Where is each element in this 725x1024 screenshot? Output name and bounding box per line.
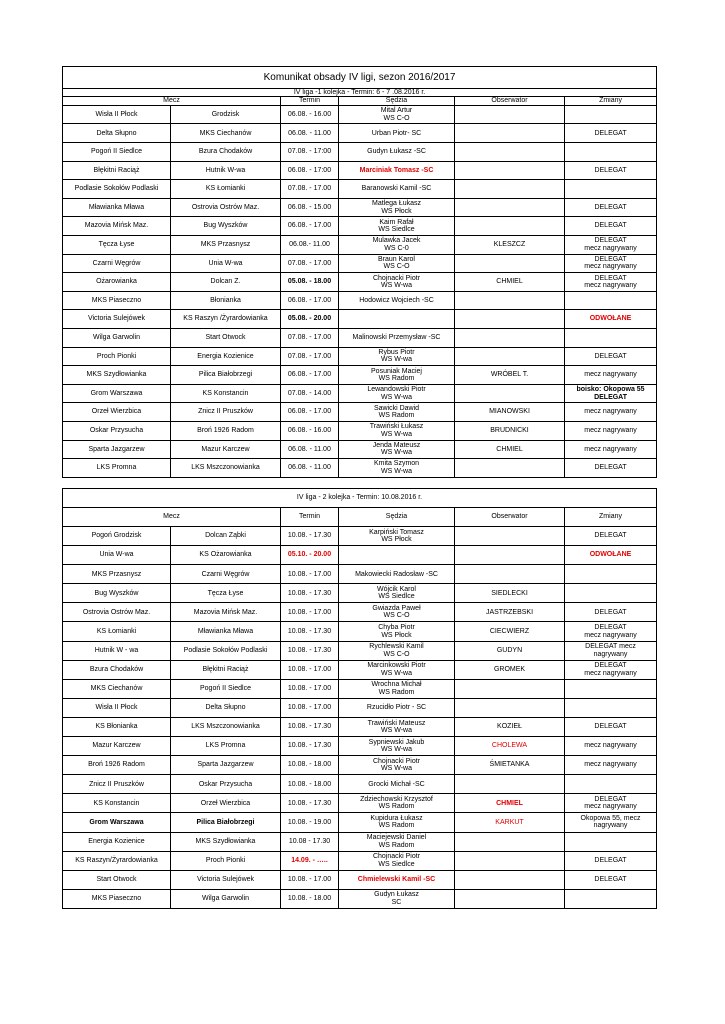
home-team-cell: Victoria Sulejówek — [63, 310, 171, 329]
termin-cell: 07.08. - 17.00 — [281, 254, 339, 273]
home-team-cell: Wisła II Płock — [63, 698, 171, 717]
away-team-cell: KS Raszyn /Żyrardowianka — [171, 310, 281, 329]
changes-cell: DELEGAT mecz nagrywany — [565, 254, 657, 273]
table-row — [63, 737, 657, 756]
termin-cell: 06.08. - 17.00 — [281, 291, 339, 310]
termin-cell: 05.08. - 18.00 — [281, 273, 339, 292]
termin-cell: 10.08. - 17.30 — [281, 641, 339, 660]
observer-cell: BRUDNICKI — [455, 421, 565, 440]
termin-cell: 10.08. - 17.30 — [281, 622, 339, 641]
termin-cell: 07.08. - 17:00 — [281, 143, 339, 162]
observer-cell — [455, 546, 565, 565]
changes-cell: mecz nagrywany — [565, 440, 657, 459]
table-row — [63, 273, 657, 292]
observer-cell — [455, 565, 565, 584]
changes-cell: mecz nagrywany — [565, 366, 657, 385]
changes-cell — [565, 832, 657, 851]
termin-cell: 10.08. - 17.00 — [281, 660, 339, 679]
changes-cell: DELEGAT — [565, 124, 657, 143]
referee-cell: Kmita Szymon WS W-wa — [339, 459, 455, 478]
termin-cell: 10.08 - 17.30 — [281, 832, 339, 851]
table-row — [63, 851, 657, 870]
referee-cell: Mulawka Jacek WS C-0 — [339, 235, 455, 254]
home-team-cell: Broń 1926 Radom — [63, 756, 171, 775]
away-team-cell: Orzeł Wierzbica — [171, 794, 281, 813]
referee-cell: Gudyn Łukasz SC — [339, 889, 455, 908]
referee-cell: Zdziechowski Krzysztof WS Radom — [339, 794, 455, 813]
away-team-cell: Broń 1926 Radom — [171, 421, 281, 440]
away-team-cell: KS Konstancin — [171, 384, 281, 403]
table-row — [63, 291, 657, 310]
away-team-cell: KS Łomianki — [171, 180, 281, 199]
termin-cell: 10.08. - 17.30 — [281, 584, 339, 603]
away-team-cell: Victoria Sulejówek — [171, 870, 281, 889]
termin-cell: 10.08. - 17.30 — [281, 717, 339, 736]
termin-cell: 14.09. - ….. — [281, 851, 339, 870]
header-sedzia: Sędzia — [339, 508, 455, 527]
table-row — [63, 889, 657, 908]
changes-cell: Okopowa 55, mecz nagrywany — [565, 813, 657, 832]
changes-cell — [565, 105, 657, 124]
table-row — [63, 641, 657, 660]
referee-cell: Trawiński Mateusz WS W-wa — [339, 717, 455, 736]
away-team-cell: Hutnik W-wa — [171, 161, 281, 180]
referee-cell: Sypniewski Jakub WS W-wa — [339, 737, 455, 756]
home-team-cell: MKS Szydłowianka — [63, 366, 171, 385]
home-team-cell: Mazur Karczew — [63, 737, 171, 756]
home-team-cell: Wilga Garwolin — [63, 328, 171, 347]
changes-cell: DELEGAT — [565, 198, 657, 217]
away-team-cell: Tęcza Łyse — [171, 584, 281, 603]
referee-cell: Gwiazda Paweł WS C-O — [339, 603, 455, 622]
header-zmiany: Zmiany — [565, 97, 657, 105]
table-row — [63, 235, 657, 254]
observer-cell — [455, 384, 565, 403]
home-team-cell: MKS Piaseczno — [63, 889, 171, 908]
table-row — [63, 366, 657, 385]
header-sedzia: Sędzia — [339, 97, 455, 105]
observer-cell — [455, 124, 565, 143]
away-team-cell: Bzura Chodaków — [171, 143, 281, 162]
changes-cell: DELEGAT mecz nagrywany — [565, 622, 657, 641]
header-mecz: Mecz — [63, 508, 281, 527]
away-team-cell: Czarni Węgrów — [171, 565, 281, 584]
changes-cell: mecz nagrywany — [565, 756, 657, 775]
termin-cell: 10.08. - 19.00 — [281, 813, 339, 832]
changes-cell: ODWOŁANE — [565, 310, 657, 329]
table-row — [63, 347, 657, 366]
table-row — [63, 180, 657, 199]
table-row — [63, 832, 657, 851]
home-team-cell: Orzeł Wierzbica — [63, 403, 171, 422]
away-team-cell: Oskar Przysucha — [171, 775, 281, 794]
changes-cell — [565, 143, 657, 162]
termin-cell: 07.08. - 17.00 — [281, 347, 339, 366]
observer-cell: WRÓBEL T. — [455, 366, 565, 385]
observer-cell: CIECWIERZ — [455, 622, 565, 641]
table-row — [63, 546, 657, 565]
referee-cell: Mital Artur WS C-O — [339, 105, 455, 124]
referee-cell: Urban Piotr- SC — [339, 124, 455, 143]
table-row — [63, 717, 657, 736]
changes-cell: DELEGAT mecz nagrywany — [565, 660, 657, 679]
referee-cell: Wójcik Karol WS Siedlce — [339, 584, 455, 603]
home-team-cell: MKS Piaseczno — [63, 291, 171, 310]
home-team-cell: Czarni Węgrów — [63, 254, 171, 273]
observer-cell — [455, 198, 565, 217]
changes-cell — [565, 679, 657, 698]
home-team-cell: Oskar Przysucha — [63, 421, 171, 440]
table-row — [63, 310, 657, 329]
away-team-cell: Podlasie Sokołów Podlaski — [171, 641, 281, 660]
away-team-cell: Start Otwock — [171, 328, 281, 347]
home-team-cell: Ostrovia Ostrów Maz. — [63, 603, 171, 622]
home-team-cell: KS Konstancin — [63, 794, 171, 813]
observer-cell — [455, 459, 565, 478]
referee-cell: Malinowski Przemysław -SC — [339, 328, 455, 347]
termin-cell: 10.08. - 17.30 — [281, 794, 339, 813]
home-team-cell: Znicz II Pruszków — [63, 775, 171, 794]
termin-cell: 06.08. - 16.00 — [281, 105, 339, 124]
referee-cell: Maciejewski Daniel WS Radom — [339, 832, 455, 851]
table-row — [63, 756, 657, 775]
header-mecz: Mecz — [63, 97, 281, 105]
header-termin: Termin — [281, 508, 339, 527]
termin-cell: 06.08. - 17.00 — [281, 366, 339, 385]
away-team-cell: LKS Promna — [171, 737, 281, 756]
changes-cell: DELEGAT — [565, 217, 657, 236]
observer-cell: GROMEK — [455, 660, 565, 679]
referee-cell: Grocki Michał -SC — [339, 775, 455, 794]
away-team-cell: Dolcan Z. — [171, 273, 281, 292]
table-row — [63, 622, 657, 641]
changes-cell: mecz nagrywany — [565, 403, 657, 422]
changes-cell: DELEGAT — [565, 527, 657, 546]
round1-title: IV liga -1 kolejka - Termin: 6 - 7 .08.2016 r. — [63, 89, 657, 97]
referee-cell — [339, 546, 455, 565]
away-team-cell: Grodzisk — [171, 105, 281, 124]
table-row — [63, 698, 657, 717]
observer-cell — [455, 870, 565, 889]
observer-cell: KARKUT — [455, 813, 565, 832]
away-team-cell: MKS Ciechanów — [171, 124, 281, 143]
changes-cell: DELEGAT — [565, 870, 657, 889]
table-row — [63, 328, 657, 347]
observer-cell: KLESZCZ — [455, 235, 565, 254]
table-row — [63, 870, 657, 889]
round1-table — [62, 66, 657, 478]
table-row — [63, 421, 657, 440]
away-team-cell: Ostrovia Ostrów Maz. — [171, 198, 281, 217]
termin-cell: 10.08. - 17.00 — [281, 565, 339, 584]
referee-cell: Posuniak Maciej WS Radom — [339, 366, 455, 385]
changes-cell — [565, 889, 657, 908]
termin-cell: 06.08. - 11.00 — [281, 124, 339, 143]
referee-cell: Chyba Piotr WS Płock — [339, 622, 455, 641]
referee-cell: Kupidura Łukasz WS Radom — [339, 813, 455, 832]
observer-cell: CHMIEL — [455, 273, 565, 292]
referee-cell: Rzucidło Piotr - SC — [339, 698, 455, 717]
away-team-cell: MKS Przasnysz — [171, 235, 281, 254]
changes-cell: DELEGAT mecz nagrywany — [565, 273, 657, 292]
home-team-cell: KS Łomianki — [63, 622, 171, 641]
termin-cell: 10.08. - 18.00 — [281, 756, 339, 775]
home-team-cell: Unia W-wa — [63, 546, 171, 565]
termin-cell: 10.08. - 17.30 — [281, 527, 339, 546]
away-team-cell: Bug Wyszków — [171, 217, 281, 236]
table-row — [63, 384, 657, 403]
home-team-cell: Sparta Jazgarzew — [63, 440, 171, 459]
referee-cell: Hodowicz Wojciech -SC — [339, 291, 455, 310]
referee-cell: Braun Karol WS C-O — [339, 254, 455, 273]
away-team-cell: Pogoń II Siedlce — [171, 679, 281, 698]
home-team-cell: Wisła II Płock — [63, 105, 171, 124]
referee-cell: Trawiński Łukasz WS W-wa — [339, 421, 455, 440]
table-row — [63, 775, 657, 794]
referee-cell: Chojnacki Piotr WS W-wa — [339, 756, 455, 775]
home-team-cell: LKS Promna — [63, 459, 171, 478]
termin-cell: 10.08. - 18.00 — [281, 889, 339, 908]
termin-cell: 06.08. - 11.00 — [281, 459, 339, 478]
home-team-cell: Mławianka Mława — [63, 198, 171, 217]
away-team-cell: Dolcan Ząbki — [171, 527, 281, 546]
termin-cell: 10.08. - 17.00 — [281, 679, 339, 698]
table-row — [63, 584, 657, 603]
changes-cell: mecz nagrywany — [565, 421, 657, 440]
referee-cell: Chojnacki Piotr WS W-wa — [339, 273, 455, 292]
table-row — [63, 603, 657, 622]
referee-cell: Baranowski Kamil -SC — [339, 180, 455, 199]
away-team-cell: LKS Mszczonowianka — [171, 717, 281, 736]
table-row — [63, 440, 657, 459]
home-team-cell: Delta Słupno — [63, 124, 171, 143]
header-obserwator: Obserwator — [455, 508, 565, 527]
observer-cell: SIEDLECKI — [455, 584, 565, 603]
termin-cell: 10.08. - 17.30 — [281, 737, 339, 756]
home-team-cell: Tęcza Łyse — [63, 235, 171, 254]
changes-cell: DELEGAT mecz nagrywany — [565, 794, 657, 813]
observer-cell: CHMIEL — [455, 794, 565, 813]
table-row — [63, 679, 657, 698]
referee-cell — [339, 310, 455, 329]
referee-cell: Jenda Mateusz WS W-wa — [339, 440, 455, 459]
referee-cell: Rybus Piotr WS W-wa — [339, 347, 455, 366]
changes-cell: DELEGAT — [565, 347, 657, 366]
table-row — [63, 527, 657, 546]
termin-cell: 10.08. - 17.00 — [281, 698, 339, 717]
observer-cell: JASTRZEBSKI — [455, 603, 565, 622]
away-team-cell: Błonianka — [171, 291, 281, 310]
away-team-cell: Proch Pionki — [171, 851, 281, 870]
changes-cell — [565, 291, 657, 310]
observer-cell — [455, 527, 565, 546]
referee-cell: Sawicki Dawid WS Radom — [339, 403, 455, 422]
changes-cell — [565, 565, 657, 584]
table-row — [63, 105, 657, 124]
header-obserwator: Obserwator — [455, 97, 565, 105]
away-team-cell: Mławianka Mława — [171, 622, 281, 641]
referee-cell: Marciniak Tomasz -SC — [339, 161, 455, 180]
table-row — [63, 660, 657, 679]
observer-cell — [455, 291, 565, 310]
changes-cell — [565, 584, 657, 603]
referee-cell: Chojnacki Piotr WS Siedlce — [339, 851, 455, 870]
observer-cell: ŚMIETANKA — [455, 756, 565, 775]
termin-cell: 07.08. - 17.00 — [281, 180, 339, 199]
termin-cell: 07.08. - 14.00 — [281, 384, 339, 403]
observer-cell: CHMIEL — [455, 440, 565, 459]
changes-cell: DELEGAT — [565, 459, 657, 478]
home-team-cell: KS Raszyn/Żyrardowianka — [63, 851, 171, 870]
termin-cell: 06.08. - 11.00 — [281, 440, 339, 459]
changes-cell — [565, 698, 657, 717]
changes-cell — [565, 328, 657, 347]
observer-cell — [455, 832, 565, 851]
changes-cell: DELEGAT — [565, 161, 657, 180]
home-team-cell: Mazovia Mińsk Maz. — [63, 217, 171, 236]
referee-cell: Makowiecki Radosław -SC — [339, 565, 455, 584]
termin-cell: 06.08. - 17.00 — [281, 403, 339, 422]
observer-cell: GUDYN — [455, 641, 565, 660]
away-team-cell: LKS Mszczonowianka — [171, 459, 281, 478]
termin-cell: 06.08. - 15.00 — [281, 198, 339, 217]
termin-cell: 06.08. - 17:00 — [281, 161, 339, 180]
header-termin: Termin — [281, 97, 339, 105]
away-team-cell: KS Ożarowianka — [171, 546, 281, 565]
away-team-cell: Energia Kozienice — [171, 347, 281, 366]
away-team-cell: Wilga Garwolin — [171, 889, 281, 908]
observer-cell — [455, 775, 565, 794]
away-team-cell: Błękitni Raciąż — [171, 660, 281, 679]
home-team-cell: Bzura Chodaków — [63, 660, 171, 679]
table-row — [63, 161, 657, 180]
observer-cell — [455, 679, 565, 698]
changes-cell — [565, 775, 657, 794]
observer-cell — [455, 217, 565, 236]
referee-cell: Lewandowski Piotr WS W-wa — [339, 384, 455, 403]
observer-cell — [455, 851, 565, 870]
referee-cell: Chmielewski Kamil -SC — [339, 870, 455, 889]
table-row — [63, 565, 657, 584]
away-team-cell: Sparta Jazgarzew — [171, 756, 281, 775]
home-team-cell: Bug Wyszków — [63, 584, 171, 603]
home-team-cell: Energia Kozienice — [63, 832, 171, 851]
away-team-cell: Mazovia Mińsk Maz. — [171, 603, 281, 622]
away-team-cell: Unia W-wa — [171, 254, 281, 273]
home-team-cell: Ożarowianka — [63, 273, 171, 292]
home-team-cell: Hutnik W - wa — [63, 641, 171, 660]
observer-cell — [455, 105, 565, 124]
round2-title: IV liga - 2 kolejka - Termin: 10.08.2016 r. — [63, 489, 657, 508]
referee-cell: Marcinkowski Piotr WS W-wa — [339, 660, 455, 679]
changes-cell: mecz nagrywany — [565, 737, 657, 756]
header-zmiany: Zmiany — [565, 508, 657, 527]
termin-cell: 10.08. - 18.00 — [281, 775, 339, 794]
referee-cell: Rychlewski Kamil WS C-O — [339, 641, 455, 660]
termin-cell: 10.08. - 17.00 — [281, 603, 339, 622]
home-team-cell: MKS Ciechanów — [63, 679, 171, 698]
round2-table — [62, 488, 657, 909]
home-team-cell: Grom Warszawa — [63, 813, 171, 832]
observer-cell — [455, 698, 565, 717]
table-row — [63, 403, 657, 422]
changes-cell: DELEGAT mecz nagrywany — [565, 641, 657, 660]
table-row — [63, 217, 657, 236]
changes-cell: ODWOŁANE — [565, 546, 657, 565]
away-team-cell: Pilica Białobrzegi — [171, 813, 281, 832]
observer-cell: KOZIEŁ — [455, 717, 565, 736]
observer-cell — [455, 161, 565, 180]
table-row — [63, 198, 657, 217]
observer-cell — [455, 889, 565, 908]
observer-cell — [455, 328, 565, 347]
table-row — [63, 254, 657, 273]
home-team-cell: Pogoń II Siedlce — [63, 143, 171, 162]
home-team-cell: Podlasie Sokołów Podlaski — [63, 180, 171, 199]
observer-cell — [455, 254, 565, 273]
changes-cell: DELEGAT — [565, 851, 657, 870]
home-team-cell: KS Błonianka — [63, 717, 171, 736]
observer-cell — [455, 180, 565, 199]
observer-cell — [455, 347, 565, 366]
changes-cell: DELEGAT — [565, 717, 657, 736]
away-team-cell: Znicz II Pruszków — [171, 403, 281, 422]
table-row — [63, 124, 657, 143]
termin-cell: 05.08. - 20.00 — [281, 310, 339, 329]
table-row — [63, 813, 657, 832]
referee-cell: Gudyn Łukasz -SC — [339, 143, 455, 162]
home-team-cell: Proch Pionki — [63, 347, 171, 366]
home-team-cell: Grom Warszawa — [63, 384, 171, 403]
home-team-cell: MKS Przasnysz — [63, 565, 171, 584]
termin-cell: 06.08. - 16.00 — [281, 421, 339, 440]
away-team-cell: MKS Szydłowianka — [171, 832, 281, 851]
referee-cell: Kaim Rafał WS Siedlce — [339, 217, 455, 236]
observer-cell: CHOLEWA — [455, 737, 565, 756]
observer-cell: MIANOWSKI — [455, 403, 565, 422]
home-team-cell: Pogoń Grodzisk — [63, 527, 171, 546]
termin-cell: 06.08.- 11.00 — [281, 235, 339, 254]
referee-cell: Karpiński Tomasz WS Płock — [339, 527, 455, 546]
table-row — [63, 459, 657, 478]
observer-cell — [455, 310, 565, 329]
away-team-cell: Delta Słupno — [171, 698, 281, 717]
changes-cell: DELEGAT mecz nagrywany — [565, 235, 657, 254]
changes-cell: DELEGAT — [565, 603, 657, 622]
termin-cell: 10.08. - 17.00 — [281, 870, 339, 889]
table-row — [63, 794, 657, 813]
main-title: Komunikat obsady IV ligi, sezon 2016/2017 — [63, 67, 657, 89]
changes-cell: boisko: Okopowa 55 DELEGAT — [565, 384, 657, 403]
home-team-cell: Start Otwock — [63, 870, 171, 889]
changes-cell — [565, 180, 657, 199]
termin-cell: 05.10. - 20.00 — [281, 546, 339, 565]
away-team-cell: Mazur Karczew — [171, 440, 281, 459]
away-team-cell: Pilica Białobrzegi — [171, 366, 281, 385]
termin-cell: 07.08. - 17.00 — [281, 328, 339, 347]
observer-cell — [455, 143, 565, 162]
table-row — [63, 143, 657, 162]
home-team-cell: Błękitni Raciąż — [63, 161, 171, 180]
referee-cell: Matlega Łukasz WS Płock — [339, 198, 455, 217]
referee-cell: Wrochna Michał WS Radom — [339, 679, 455, 698]
termin-cell: 06.08. - 17.00 — [281, 217, 339, 236]
